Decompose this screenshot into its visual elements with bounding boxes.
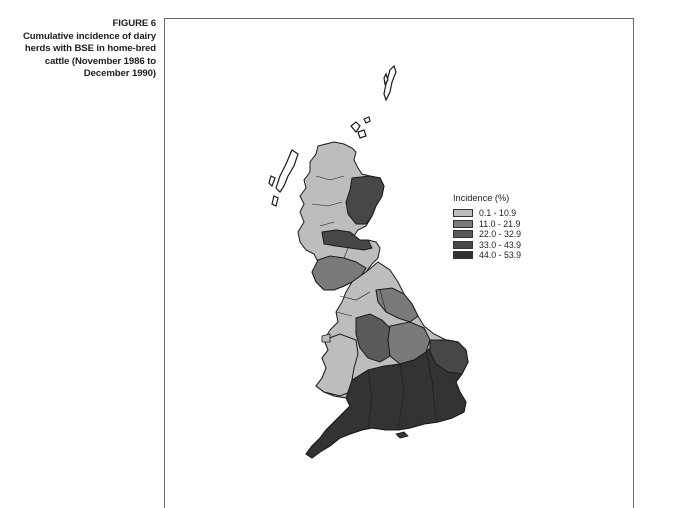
legend-item	[453, 208, 521, 219]
legend-label: 11.0 - 21.9	[479, 218, 521, 229]
legend-item	[453, 250, 521, 261]
isle-of-wight	[396, 432, 408, 438]
shetland-islands	[384, 66, 396, 100]
legend-label: 33.0 - 43.9	[479, 239, 522, 250]
legend-swatch	[453, 209, 473, 217]
grampian-region	[346, 176, 384, 224]
figure-caption-text: Cumulative incidence of dairy herds with BSE in home-bred cattle (November 1986 to December 1990)	[22, 30, 156, 80]
map-legend	[453, 193, 521, 261]
western-isles	[269, 150, 298, 206]
legend-swatch	[453, 241, 473, 249]
legend-item	[453, 229, 521, 240]
legend-label: 22.0 - 32.9	[479, 229, 522, 240]
legend-item	[453, 240, 521, 251]
figure-number: FIGURE 6	[112, 18, 156, 29]
legend-swatch	[453, 230, 473, 238]
legend-swatch	[453, 220, 473, 228]
legend-title: Incidence (%)	[453, 193, 510, 203]
legend-label: 0.1 - 10.9	[479, 208, 517, 219]
legend-label: 44.0 - 53.9	[479, 250, 522, 261]
anglesey	[322, 334, 330, 342]
orkney-islands	[351, 117, 370, 138]
legend-item	[453, 219, 521, 230]
legend-swatch	[453, 251, 473, 259]
